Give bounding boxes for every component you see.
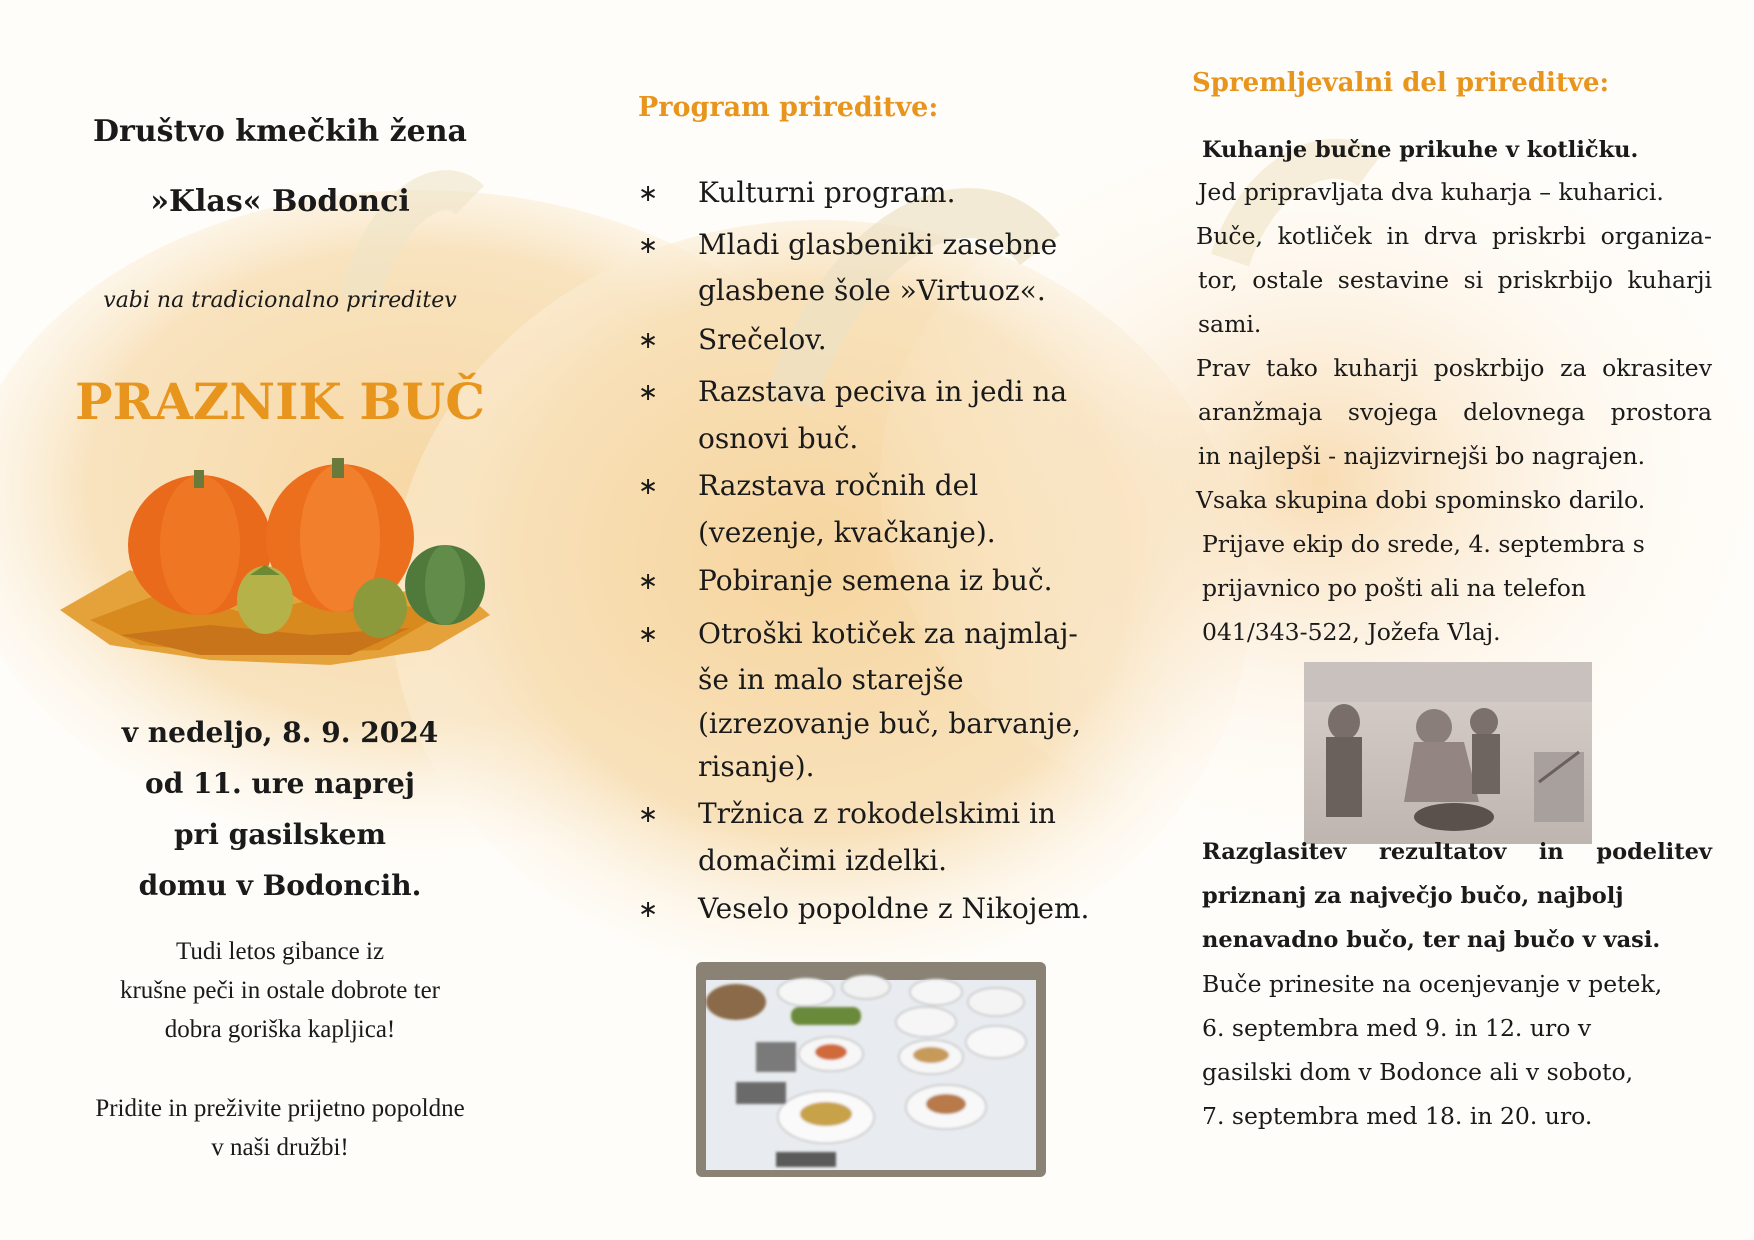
bullet-icon: ∗ [638,179,659,207]
cooking-photo [1304,662,1592,844]
note-line: Tudi letos gibance iz [175,938,385,965]
bullet-icon: ∗ [638,326,659,354]
award-line: Razglasitev rezultatov in podelitev [1202,839,1712,865]
organization-name-2: »Klas« Bodonci [150,184,410,219]
bullet-icon: ∗ [638,800,659,828]
cooking-line: Jed pripravljata dva kuharja – kuharici. [1198,178,1664,206]
organization-name: Društvo kmečkih žena [93,114,467,149]
award-line: nenavadno bučo, ter naj bučo v vasi. [1202,927,1661,953]
cooking-line: tor, ostale sestavine si priskrbijo kuharji [1198,266,1712,294]
food-exhibition-photo [696,962,1046,1177]
cooking-line: prijavnico po pošti ali na telefon [1202,574,1587,602]
cooking-line: Prijave ekip do srede, 4. septembra s [1202,530,1645,558]
cooking-line: Prav tako kuharji poskrbijo za okrasitev [1196,354,1712,382]
bullet-icon: ∗ [638,472,659,500]
delivery-line: gasilski dom v Bodonce ali v soboto, [1202,1058,1634,1086]
cooking-title: Kuhanje bučne prikuhe v kotličku. [1202,137,1639,163]
bullet-icon: ∗ [638,620,659,648]
pumpkins-illustration [50,450,500,675]
event-title: PRAZNIK BUČ [74,372,486,431]
cooking-line: Buče, kotliček in drva priskrbi organiza- [1196,222,1712,250]
delivery-line: Buče prinesite na ocenjevanje v petek, [1202,970,1663,998]
note-line: dobra goriška kapljica! [164,1016,396,1043]
cooking-line: sami. [1198,310,1262,338]
bullet-icon: ∗ [638,231,659,259]
event-place-1: pri gasilskem [173,818,387,851]
bullet-icon: ∗ [638,895,659,923]
delivery-line: 7. septembra med 18. in 20. uro. [1202,1102,1593,1130]
cooking-line: in najlepši - najizvirnejši bo nagrajen. [1198,442,1646,470]
event-place-2: domu v Bodoncih. [138,869,422,902]
cooking-line: 041/343-522, Jožefa Vlaj. [1202,618,1501,646]
program-heading: Program prireditve: [638,92,939,123]
note-line: krušne peči in ostale dobrote ter [119,977,441,1004]
cooking-line: Vsaka skupina dobi spominsko darilo. [1196,486,1646,514]
note-line: v naši družbi! [211,1134,349,1161]
side-program-heading: Spremljevalni del prireditve: [1192,68,1610,98]
delivery-line: 6. septembra med 9. in 12. uro v [1202,1014,1592,1042]
bullet-icon: ∗ [638,378,659,406]
invitation-text: vabi na tradicionalno prireditev [103,288,457,313]
award-line: priznanj za največjo bučo, najbolj [1202,883,1624,909]
event-date: v nedeljo, 8. 9. 2024 [121,716,439,749]
bullet-icon: ∗ [638,567,659,595]
note-line: Pridite in preživite prijetno popoldne [95,1095,465,1122]
event-time: od 11. ure naprej [145,767,415,800]
cooking-line: aranžmaja svojega delovnega prostora [1198,398,1712,426]
